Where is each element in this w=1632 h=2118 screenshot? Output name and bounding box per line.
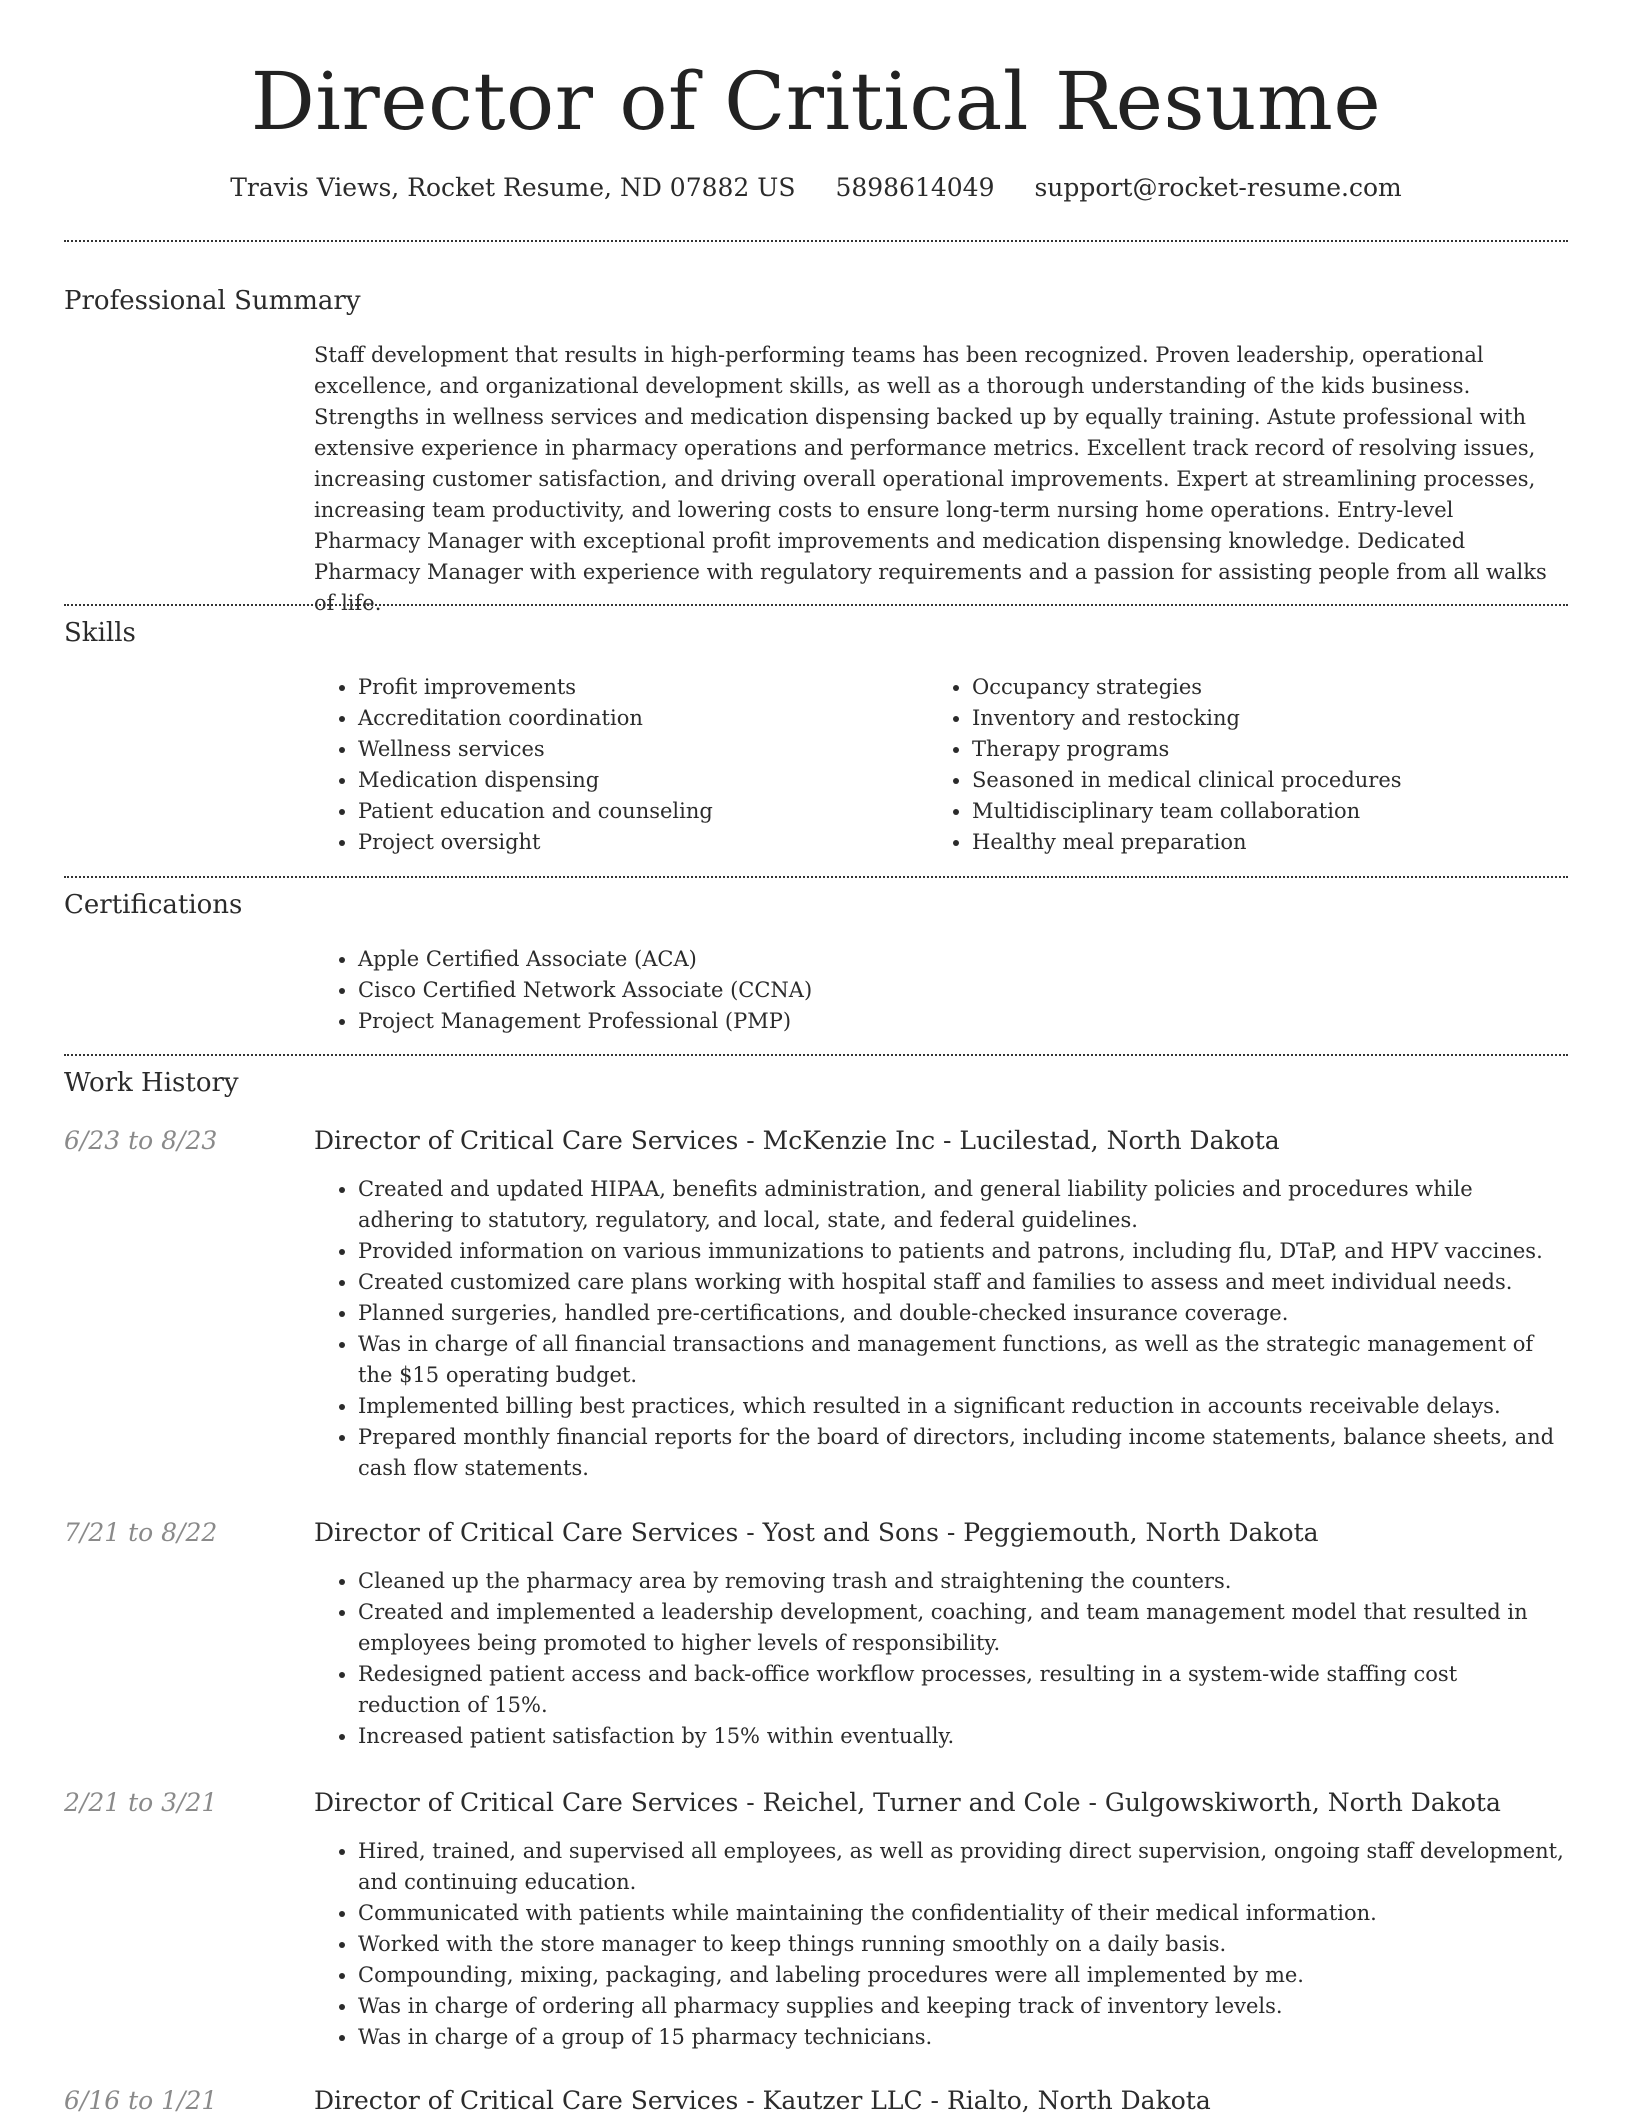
job-bullet: • Planned surgeries, handled pre-certifications, and double-checked insurance coverage.: [358, 1298, 1564, 1329]
skill-item: • Multidisciplinary team collaboration: [972, 796, 1548, 827]
job-title: Director of Critical Care Services - Reichel, Turner and Cole - Gulgowskiworth, North Dakota: [314, 1788, 1501, 1817]
contact-phone[interactable]: 5898614049: [835, 173, 995, 202]
skills-heading: Skills: [64, 618, 136, 648]
job-dates: 2/21 to 3/21: [64, 1788, 218, 1817]
job-bullet: • Increased patient satisfaction by 15% within eventually.: [358, 1721, 1564, 1752]
skill-item: • Healthy meal preparation: [972, 827, 1548, 858]
certification-item: • Project Management Professional (PMP): [358, 1006, 1214, 1037]
job-title: Director of Critical Care Services - Kautzer LLC - Rialto, North Dakota: [314, 2086, 1211, 2115]
job-bullets: [314, 1566, 1564, 1752]
skill-item: • Profit improvements: [358, 672, 914, 703]
job-bullet: • Compounding, mixing, packaging, and labeling procedures were all implemented by me.: [358, 1960, 1564, 1991]
skill-item: • Medication dispensing: [358, 765, 914, 796]
job-bullet: • Cleaned up the pharmacy area by removing trash and straightening the counters.: [358, 1566, 1564, 1597]
job-bullet: • Worked with the store manager to keep things running smoothly on a daily basis.: [358, 1929, 1564, 1960]
job-bullet: • Hired, trained, and supervised all employees, as well as providing direct supervision, ongoing staff development, and continuing education.: [358, 1836, 1564, 1898]
skill-item: • Seasoned in medical clinical procedures: [972, 765, 1548, 796]
job-bullet: • Was in charge of ordering all pharmacy supplies and keeping track of inventory levels.: [358, 1991, 1564, 2022]
section-divider: [64, 1054, 1568, 1056]
resume-title: Director of Critical Resume: [250, 55, 1382, 148]
certification-item: • Apple Certified Associate (ACA): [358, 944, 1214, 975]
skills-column-right: [928, 672, 1548, 858]
job-bullet: • Communicated with patients while maintaining the confidentiality of their medical information.: [358, 1898, 1564, 1929]
job-bullet: • Was in charge of all financial transactions and management functions, as well as the strategic management of the $15 operating budget.: [358, 1329, 1564, 1391]
job-bullets: [314, 1836, 1564, 2053]
job-bullet: • Redesigned patient access and back-office workflow processes, resulting in a system-wide staffing cost reduction of 15%.: [358, 1659, 1564, 1721]
job-title: Director of Critical Care Services - Yost and Sons - Peggiemouth, North Dakota: [314, 1518, 1319, 1547]
skill-item: • Therapy programs: [972, 734, 1548, 765]
section-divider: [64, 604, 1568, 606]
certification-item: • Cisco Certified Network Associate (CCNA): [358, 975, 1214, 1006]
section-divider: [64, 240, 1568, 242]
job-dates: 6/23 to 8/23: [64, 1126, 218, 1155]
job-bullets: [314, 1174, 1564, 1484]
job-bullet: • Created customized care plans working with hospital staff and families to assess and meet individual needs.: [358, 1267, 1564, 1298]
skill-item: • Accreditation coordination: [358, 703, 914, 734]
skill-item: • Wellness services: [358, 734, 914, 765]
contact-address: Travis Views, Rocket Resume, ND 07882 US: [230, 173, 796, 202]
skill-item: • Occupancy strategies: [972, 672, 1548, 703]
section-divider: [64, 876, 1568, 878]
job-bullet: • Was in charge of a group of 15 pharmacy technicians.: [358, 2022, 1564, 2053]
job-bullet: • Prepared monthly financial reports for the board of directors, including income statements, balance sheets, and cash flow statements.: [358, 1422, 1564, 1484]
contact-line: [0, 170, 1632, 206]
job-dates: 6/16 to 1/21: [64, 2086, 218, 2115]
certifications-list: [314, 944, 1214, 1037]
certifications-heading: Certifications: [64, 890, 243, 920]
skill-item: • Patient education and counseling: [358, 796, 914, 827]
job-title: Director of Critical Care Services - McKenzie Inc - Lucilestad, North Dakota: [314, 1126, 1280, 1155]
job-bullet: • Created and updated HIPAA, benefits administration, and general liability policies and procedures while adhering to statutory, regulatory, and local, state, and federal guidelines.: [358, 1174, 1564, 1236]
job-bullet: • Implemented billing best practices, which resulted in a significant reduction in accounts receivable delays.: [358, 1391, 1564, 1422]
summary-heading: Professional Summary: [64, 286, 361, 316]
job-bullet: • Provided information on various immunizations to patients and patrons, including flu, DTaP, and HPV vaccines.: [358, 1236, 1564, 1267]
skill-item: • Project oversight: [358, 827, 914, 858]
work-history-heading: Work History: [64, 1068, 239, 1098]
contact-email[interactable]: support@rocket-resume.com: [1034, 173, 1402, 202]
job-bullet: • Created and implemented a leadership development, coaching, and team management model that resulted in employees being promoted to higher levels of responsibility.: [358, 1597, 1564, 1659]
skill-item: • Inventory and restocking: [972, 703, 1548, 734]
job-dates: 7/21 to 8/22: [64, 1518, 218, 1547]
skills-column-left: [314, 672, 914, 858]
summary-text: Staff development that results in high-performing teams has been recognized. Proven leadership, operational excellence, and organizational development skills, as well as a thorough understanding of the kids business. Strengths in wellness services and medication dispensing backed up by equally training. Astute professional with extensive experience in pharmacy operations and performance metrics. Excellent track record of resolving issues, increasing customer satisfaction, and driving overall operational improvements. Expert at streamlining processes, increasing team productivity, and lowering costs to ensure long-term nursing home operations. Entry-level Pharmacy Manager with exceptional profit improvements and medication dispensing knowledge. Dedicated Pharmacy Manager with experience with regulatory requirements and a passion for assisting people from all walks of life.: [314, 343, 1547, 615]
